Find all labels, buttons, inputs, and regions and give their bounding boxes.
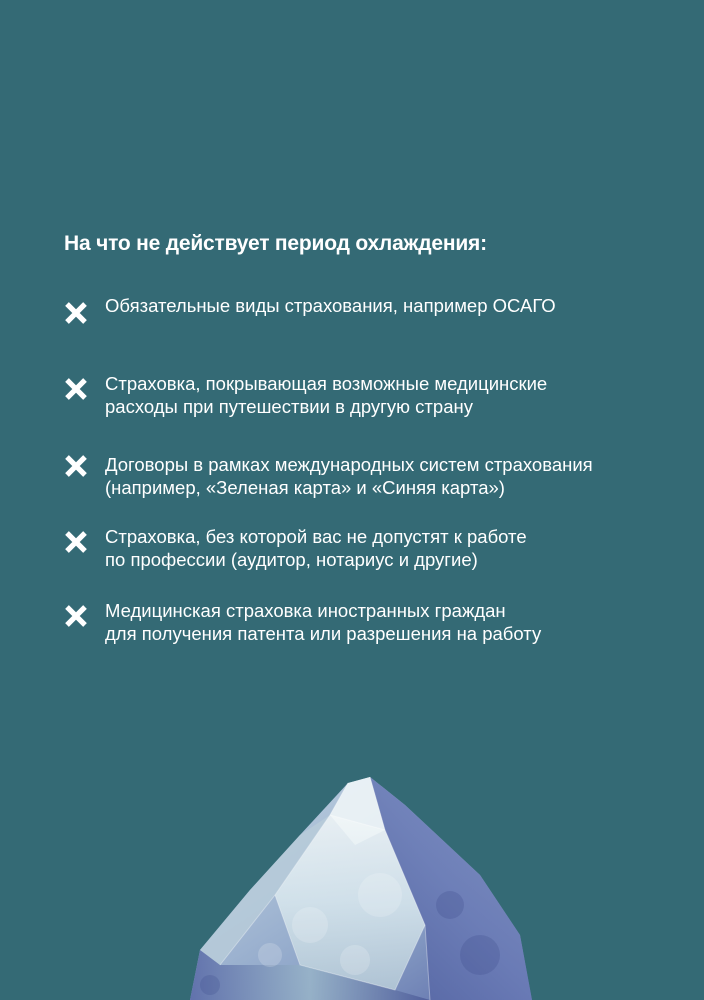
list-item-text [105, 599, 675, 645]
cross-icon [64, 377, 88, 401]
cross-icon [64, 604, 88, 628]
crystal-illustration [180, 775, 540, 1000]
list-item-line: Договоры в рамках международных систем страхования [105, 454, 593, 475]
cross-icon [64, 454, 88, 478]
page-heading: На что не действует период охлаждения: [64, 232, 487, 255]
list-item-text [105, 372, 675, 418]
list-item [64, 453, 674, 513]
list-item-text [105, 525, 675, 571]
cross-icon [64, 530, 88, 554]
list-item-line: расходы при путешествии в другую страну [105, 396, 473, 417]
list-item-line: для получения патента или разрешения на работу [105, 623, 542, 644]
list-item-text [105, 294, 675, 317]
list-item [64, 599, 674, 659]
list-item [64, 294, 674, 354]
list-item-line: (например, «Зеленая карта» и «Синяя карта») [105, 477, 505, 498]
list-item [64, 372, 674, 432]
list-item-line: по профессии (аудитор, нотариус и другие) [105, 549, 478, 570]
list-item [64, 525, 674, 585]
list-item-line: Страховка, без которой вас не допустят к работе [105, 526, 527, 547]
list-item-line: Обязательные виды страхования, например ОСАГО [105, 295, 556, 316]
list-item-line: Медицинская страховка иностранных граждан [105, 600, 506, 621]
list-item-line: Страховка, покрывающая возможные медицинские [105, 373, 548, 394]
list-item-text [105, 453, 675, 499]
cross-icon [64, 301, 88, 325]
